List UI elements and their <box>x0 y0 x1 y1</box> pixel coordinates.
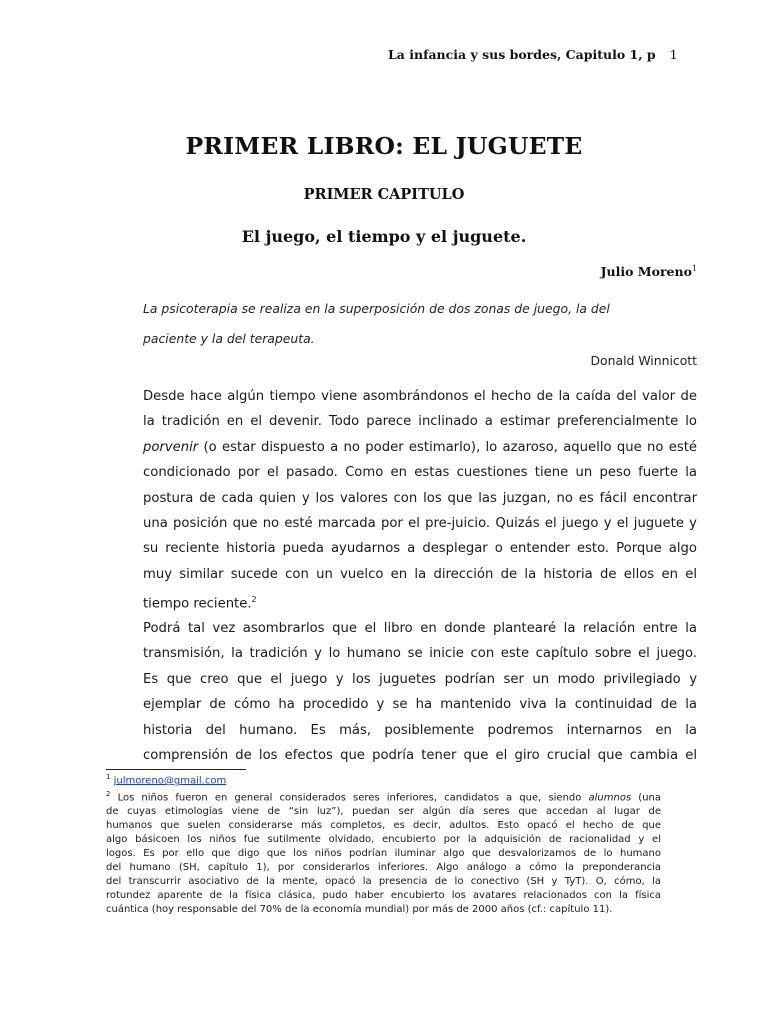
footnote-ref-2[interactable]: 2 <box>251 595 257 605</box>
text-line: transmisión, la tradición y lo humano se inicie con este capítulo sobre el juego. <box>143 646 697 662</box>
running-header <box>388 47 678 62</box>
text-line: ejemplar de cómo ha procedido y se ha mantenido viva la continuidad de la <box>143 697 697 713</box>
text-line: su reciente historia pueda ayudarnos a desplegar o entender esto. Porque algo <box>143 541 697 557</box>
text-line <box>143 587 697 617</box>
chapter-label: PRIMER CAPITULO <box>303 186 465 203</box>
author-name <box>601 264 697 279</box>
book-title: PRIMER LIBRO: EL JUGUETE <box>185 132 583 160</box>
epigraph-line: paciente y la del terapeuta. <box>143 331 315 346</box>
text-line: Podrá tal vez asombrarlos que el libro en donde plantearé la relación entre la <box>143 621 697 636</box>
footnote-text: Los niños fueron en general considerados seres inferiores, candidatos a que, siendo <box>110 792 589 804</box>
text-line: condicionado por el pasado. Como en estas cuestiones tiene un peso fuerte la <box>143 465 697 481</box>
footnote-text: (una <box>631 792 661 804</box>
text-line: Desde hace algún tiempo viene asombrándonos el hecho de la caída del valor de <box>143 389 697 404</box>
footnote-1 <box>106 771 661 788</box>
footnote-mark: 2 <box>106 790 111 799</box>
text-line <box>143 435 697 460</box>
text-line: comprensión de los efectos que podría tener que el giro crucial que cambia el <box>143 748 697 764</box>
epigraph-line: La psicoterapia se realiza en la superposición de dos zonas de juego, la del <box>143 301 610 316</box>
text-line: postura de cada quien y los valores con los que las juzgan, no es fácil encontrar <box>143 490 697 506</box>
text-line-rest: (o estar dispuesto a no poder estimarlo), lo azaroso, aquello que no esté <box>198 439 697 455</box>
chapter-title: El juego, el tiempo y el juguete. <box>241 227 527 246</box>
text-line: Es que creo que el juego y los juguetes podrían ser un modo privilegiado y <box>143 671 697 687</box>
text-line: una posición que no esté marcada por el pre-juicio. Quizás el juego y el juguete y <box>143 516 697 532</box>
footnote-2-line: del humano (SH, capítulo 1), por considerarlos inferiores. Algo análogo a cómo la preponderancia <box>106 862 661 874</box>
text-line: muy similar sucede con un vuelco en la dirección de la historia de ellos en el <box>143 566 697 582</box>
emphasis-porvenir: porvenir <box>143 439 199 455</box>
footnote-2-line: cuántica (hoy responsable del 70% de la economía mundial) por más de 2000 años (cf.: capítulo 11). <box>106 903 613 915</box>
footnote-mark: 1 <box>106 773 111 781</box>
epigraph <box>143 294 698 354</box>
paragraph-1 <box>143 384 697 617</box>
footnote-2-line: del transcurrir asociativo de la mente, opacó la presencia de lo conectivo (SH y TyT). O, cómo, la <box>106 876 661 887</box>
footnote-2-line: algo básicoen los niños fue sutilmente olvidado, encubierto por la adquisición de racionalidad y el <box>106 834 661 846</box>
footnotes <box>106 771 661 917</box>
running-title: La infancia y sus bordes, Capitulo 1, p <box>388 47 656 62</box>
footnote-2-line <box>106 788 661 805</box>
page-number: 1 <box>669 47 678 62</box>
footnote-2-line: logos. Es por ello que digo que los niños podrían iluminar algo que desvalorizamos de lo humano <box>106 848 661 860</box>
emphasis-alumnos: alumnos <box>588 792 632 804</box>
email-link[interactable]: julmoreno@gmail.com <box>113 775 227 787</box>
footnote-2-line: humanos que suelen considerarse más completos, es decir, adultos. Esto opacó el hecho de que <box>106 820 661 832</box>
epigraph-attribution: Donald Winnicott <box>590 353 697 368</box>
text-line: historia del humano. Es más, posiblemente podremos internarnos en la <box>143 722 697 738</box>
paragraph-2 <box>143 616 697 768</box>
text-line: la tradición en el devenir. Todo parece inclinado a estimar preferencialmente lo <box>143 414 697 430</box>
text-line-end: tiempo reciente. <box>143 596 252 612</box>
author-footnote-mark[interactable]: 1 <box>691 264 697 273</box>
footnote-separator <box>106 769 246 770</box>
footnote-2-line: rotundez aparente de la física clásica, pudo haber encubierto los avatares relacionados con la física <box>106 889 661 901</box>
footnote-2-line: de cuyas etimologías viene de “sin luz”), puedan ser algún día seres que accedan al lugar de <box>106 806 661 818</box>
author-name-text: Julio Moreno <box>600 264 692 280</box>
